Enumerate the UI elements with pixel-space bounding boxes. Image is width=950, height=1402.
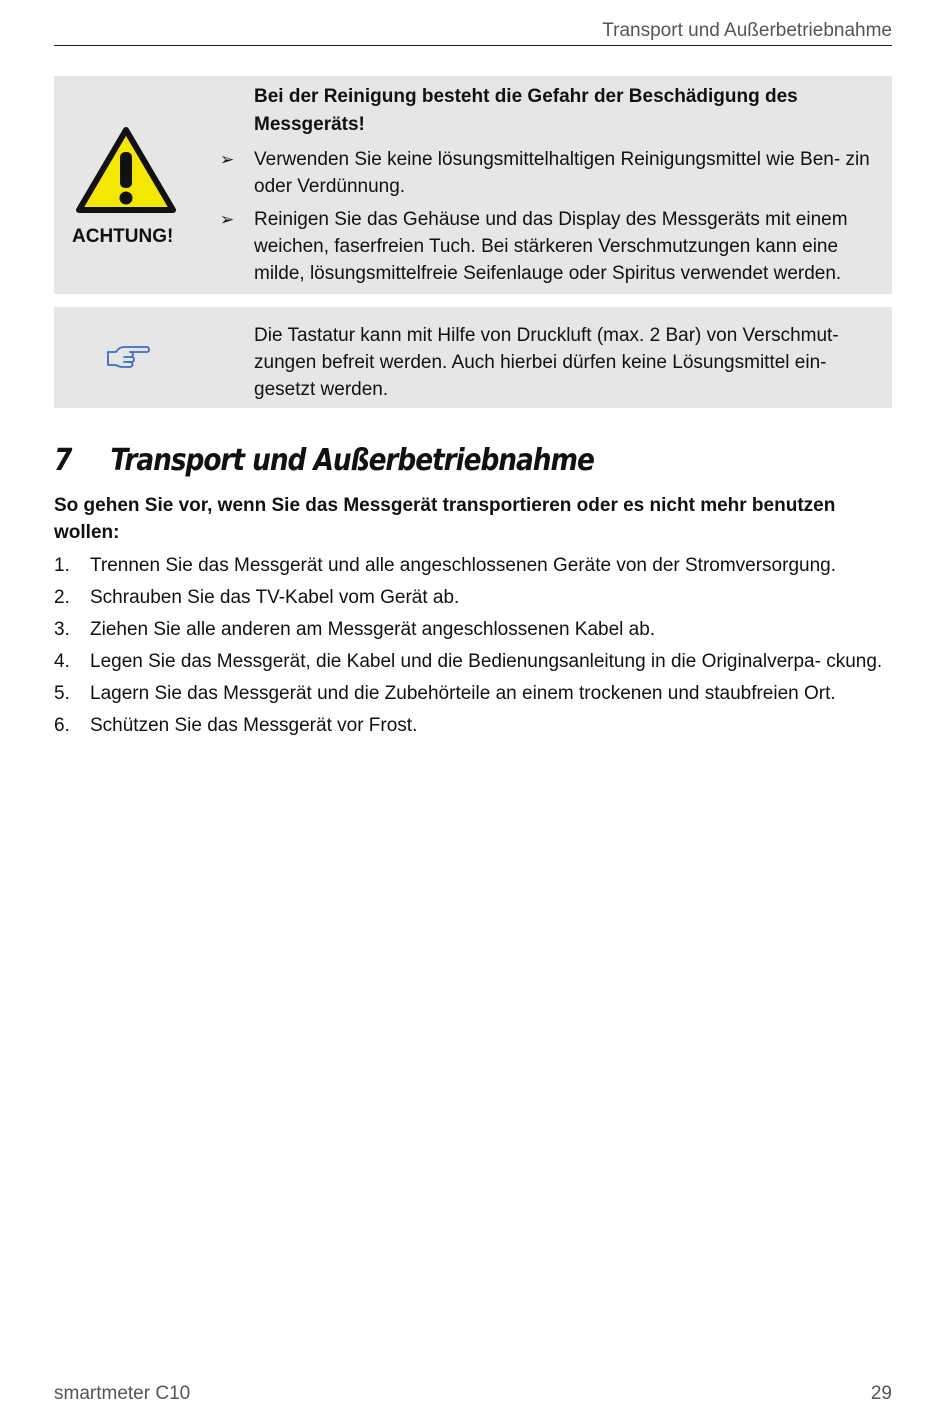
list-item (54, 648, 894, 675)
step-text: Trennen Sie das Messgerät und alle angeschlossenen Geräte von der Stromversorgung. (90, 555, 837, 576)
step-number: 4. (54, 651, 70, 672)
tip-text: Die Tastatur kann mit Hilfe von Druckluft (max. 2 Bar) von Verschmut- zungen befreit werden. Auch hierbei dürfen keine Lösungsmittel ein- gesetzt werden. (254, 325, 839, 400)
section-heading (54, 443, 791, 478)
warning-bullet (220, 206, 890, 287)
section-title: Transport und Außerbetriebnahme (110, 443, 594, 478)
warning-label: ACHTUNG! (72, 226, 174, 247)
page-number: 29 (870, 1383, 892, 1402)
step-text: Schrauben Sie das TV-Kabel vom Gerät ab. (90, 587, 460, 608)
footer-product: smartmeter C10 (54, 1383, 191, 1402)
list-item (54, 712, 894, 739)
step-number: 1. (54, 555, 70, 576)
step-number: 6. (54, 715, 70, 736)
step-number: 3. (54, 619, 70, 640)
section-intro: So gehen Sie vor, wenn Sie das Messgerät transportieren oder es nicht mehr benutzen wollen: (54, 495, 836, 543)
arrow-bullet-icon: ➢ (220, 150, 235, 169)
warning-bullet (220, 146, 890, 200)
steps-list (54, 552, 894, 744)
warning-triangle-icon (76, 126, 176, 214)
step-text: Ziehen Sie alle anderen am Messgerät angeschlossenen Kabel ab. (90, 619, 656, 640)
running-header (54, 20, 892, 46)
tip-box (54, 307, 892, 408)
running-header-title: Transport und Außerbetriebnahme (602, 20, 892, 41)
step-text: Lagern Sie das Messgerät und die Zubehörteile an einem trockenen und staubfreien Ort. (90, 683, 836, 704)
warning-bullet-text: Reinigen Sie das Gehäuse und das Display des Messgeräts mit einem weichen, faserfreien Tuch. Bei stärkeren Verschmutzungen kann eine milde, lösungsmittelfreie Seifenlauge oder Spiritus verwendet werden. (254, 209, 848, 284)
warning-bullet-text: Verwenden Sie keine lösungsmittelhaltigen Reinigungsmittel wie Ben- zin oder Verdünnung. (254, 149, 870, 197)
step-text: Legen Sie das Messgerät, die Kabel und die Bedienungsanleitung in die Originalverpa- ckung. (90, 651, 883, 672)
list-item (54, 552, 894, 579)
pointing-hand-icon (106, 343, 150, 369)
list-item (54, 616, 894, 643)
list-item (54, 680, 894, 707)
arrow-bullet-icon: ➢ (220, 210, 235, 229)
section-number: 7 (54, 443, 72, 478)
step-number: 2. (54, 587, 70, 608)
step-text: Schützen Sie das Messgerät vor Frost. (90, 715, 418, 736)
warning-box (54, 76, 892, 294)
step-number: 5. (54, 683, 70, 704)
list-item (54, 584, 894, 611)
warning-title: Bei der Reinigung besteht die Gefahr der Beschädigung des Messgeräts! (254, 86, 798, 135)
